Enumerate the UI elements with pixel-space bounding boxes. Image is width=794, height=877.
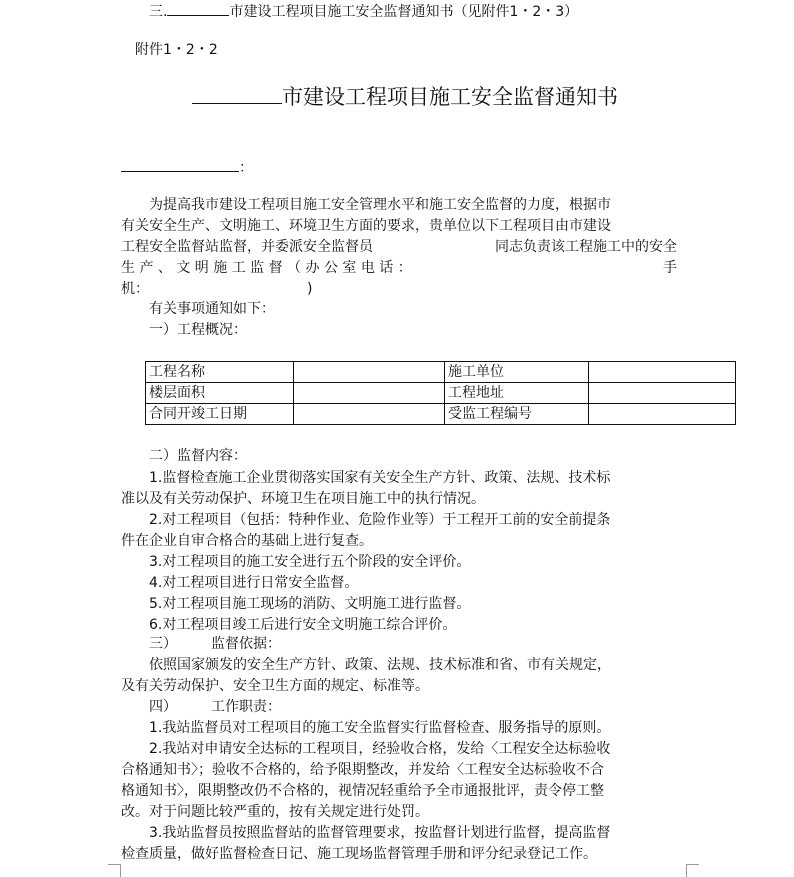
section4-line: 2.我站对申请安全达标的工程项目，经验收合格，发给〈工程安全达标验收 — [149, 741, 611, 757]
table-cell — [589, 362, 736, 383]
section2-heading: 二）监督内容： — [149, 448, 247, 464]
table-cell: 楼层面积 — [146, 383, 294, 404]
intro-line-3 — [121, 237, 677, 257]
attachment-label: 附件1・2・2 — [135, 42, 218, 58]
section2-line: 4.对工程项目进行日常安全监督。 — [149, 575, 359, 591]
table-cell: 合同开竣工日期 — [146, 404, 294, 425]
notice-intro: 有关事项通知如下： — [149, 301, 275, 317]
intro-line-3a: 工程安全监督站监督，并委派安全监督员 — [121, 239, 373, 255]
section2-line: 5.对工程项目施工现场的消防、文明施工进行监督。 — [149, 596, 471, 612]
intro-line-5b: ) — [307, 281, 313, 297]
section2-line: 件在企业自审合格合的基础上进行复查。 — [121, 533, 373, 549]
intro-line-4 — [121, 258, 677, 278]
section3-heading — [149, 634, 705, 654]
header-text: 市建设工程项目施工安全监督通知书（见附件1・2・3） — [229, 4, 579, 20]
section4-heading — [149, 697, 705, 717]
section4-label: 工作职责： — [211, 699, 281, 715]
section1-heading: 一）工程概况： — [149, 322, 247, 338]
section3-line: 及有关劳动保护、安全卫生方面的规定、标准等。 — [121, 678, 429, 694]
table-cell: 施工单位 — [445, 362, 589, 383]
section3-number: 三） — [149, 636, 177, 652]
margin-corner-mark-left — [108, 864, 121, 877]
city-blank — [167, 0, 229, 16]
header-prefix: 三. — [149, 4, 168, 20]
intro-line-5 — [121, 279, 677, 299]
title-city-blank — [192, 83, 282, 104]
table-cell — [293, 383, 444, 404]
intro-line-5a: 机： — [121, 281, 149, 297]
intro-line-3b: 同志负责该工程施工中的安全 — [495, 239, 677, 255]
header-line — [149, 0, 705, 22]
table-cell: 工程地址 — [445, 383, 589, 404]
table-cell: 受监工程编号 — [445, 404, 589, 425]
section4-line: 合格通知书〉；验收不合格的，给予限期整改，并发给〈工程安全达标验收不合 — [121, 762, 604, 778]
section2-line: 1.监督检查施工企业贯彻落实国家有关安全生产方针、政策、法规、技术标 — [149, 470, 611, 486]
table-cell — [293, 362, 444, 383]
section2-line: 6.对工程项目竣工后进行安全文明施工综合评价。 — [149, 617, 457, 633]
addressee-colon: ： — [239, 160, 253, 176]
title-text: 市建设工程项目施工安全监督通知书 — [282, 85, 618, 109]
section4-line: 改。对于问题比较严重的，按有关规定进行处罚。 — [121, 804, 429, 820]
intro-line-4b: 手 — [663, 260, 677, 276]
section3-label: 监督依据： — [211, 636, 281, 652]
section4-line: 1.我站监督员对工程项目的施工安全监督实行监督检查、服务指导的原则。 — [149, 720, 611, 736]
section2-line: 3.对工程项目的施工安全进行五个阶段的安全评价。 — [149, 554, 471, 570]
table-cell — [589, 383, 736, 404]
section4-line: 检查质量，做好监督检查日记、施工现场监督管理手册和评分纪录登记工作。 — [121, 846, 597, 862]
addressee-blank — [121, 156, 239, 172]
intro-line-1: 为提高我市建设工程项目施工安全管理水平和施工安全监督的力度，根据市 — [149, 197, 611, 213]
table-row — [146, 383, 736, 404]
addressee-line — [121, 156, 677, 178]
margin-corner-mark-right — [686, 864, 699, 877]
intro-line-2: 有关安全生产、文明施工、环境卫生方面的要求，贵单位以下工程项目由市建设 — [121, 218, 611, 234]
section4-number: 四） — [149, 699, 177, 715]
table-cell — [589, 404, 736, 425]
table-row — [146, 404, 736, 425]
table-cell: 工程名称 — [146, 362, 294, 383]
section2-line: 2.对工程项目（包括：特种作业、危险作业等）于工程开工前的安全前提条 — [149, 512, 611, 528]
section4-line: 3.我站监督员按照监督站的监督管理要求，按监督计划进行监督，提高监督 — [149, 825, 611, 841]
table-row — [146, 362, 736, 383]
notice-title — [192, 83, 618, 111]
table-cell — [293, 404, 444, 425]
project-info-table — [145, 361, 736, 425]
section3-line: 依照国家颁发的安全生产方针、政策、法规、技术标准和省、市有关规定， — [149, 657, 611, 673]
intro-line-4a: 生 产 、 文 明 施 工 监 督 （ 办 公 室 电 话 ： — [121, 260, 412, 276]
section4-line: 格通知书〉，限期整改仍不合格的，视情况轻重给予全市通报批评，责令停工整 — [121, 783, 604, 799]
section2-line: 准以及有关劳动保护、环境卫生在项目施工中的执行情况。 — [121, 491, 485, 507]
